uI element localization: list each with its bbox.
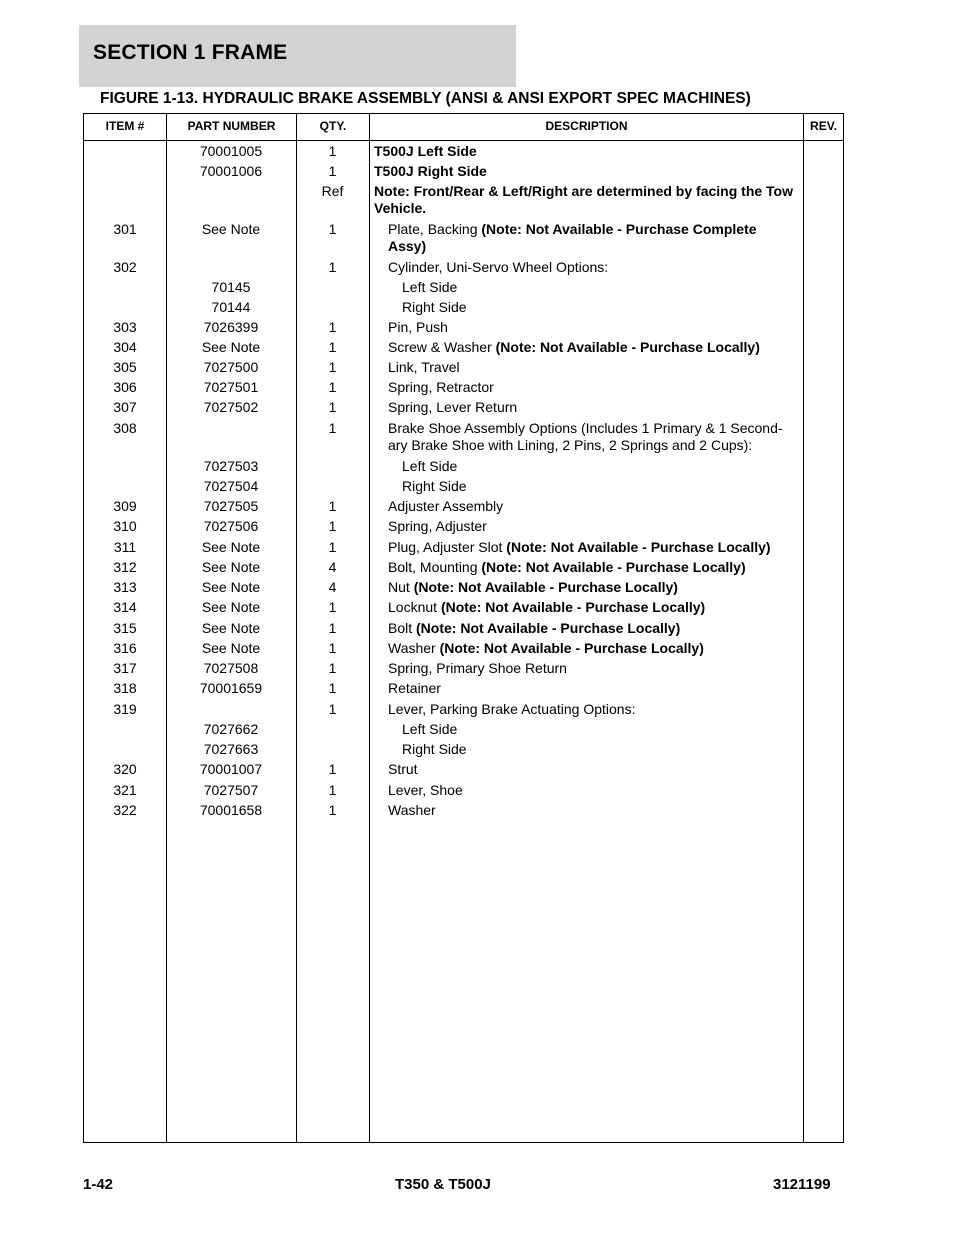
description (369, 259, 797, 276)
revision (797, 640, 843, 657)
revision (797, 518, 843, 535)
part-number: 7027663 (203, 741, 259, 757)
description-text: Spring, Primary Shoe Return (388, 660, 567, 676)
item-number (84, 458, 166, 475)
part-number: 7027507 (203, 782, 259, 798)
description (369, 163, 797, 180)
description (369, 802, 797, 819)
header-qty: QTY. (319, 119, 347, 133)
description-note: (Note: Not Available - Purchase Locally) (481, 559, 746, 575)
table-row (84, 802, 843, 819)
quantity: 1 (328, 761, 337, 777)
table-row (84, 379, 843, 396)
quantity: 1 (328, 539, 337, 555)
part-number: 70001007 (199, 761, 263, 777)
description-text: Lever, Shoe (388, 782, 463, 798)
item-number: 314 (113, 599, 137, 615)
description-text: Plate, Backing (388, 221, 482, 237)
item-number: 321 (113, 782, 137, 798)
item-number: 304 (113, 339, 137, 355)
revision (797, 701, 843, 718)
description-text: Pin, Push (388, 319, 448, 335)
quantity: Ref (321, 183, 344, 199)
quantity: 1 (328, 221, 337, 237)
quantity: 1 (328, 498, 337, 514)
description (369, 379, 797, 396)
description-text: Spring, Retractor (388, 379, 494, 395)
description-text: Left Side (402, 721, 458, 737)
item-number: 308 (113, 420, 137, 436)
quantity (296, 458, 369, 475)
table-row (84, 599, 843, 616)
part-number: 70001658 (199, 802, 263, 818)
item-number (84, 163, 166, 180)
part-number: 70001005 (199, 143, 263, 159)
description (369, 761, 797, 778)
description (369, 279, 797, 296)
description (369, 458, 797, 475)
quantity: 1 (328, 339, 337, 355)
part-number (166, 701, 296, 718)
part-number: 70001006 (199, 163, 263, 179)
table-row (84, 399, 843, 416)
quantity: 1 (328, 143, 337, 159)
item-number: 310 (113, 518, 137, 534)
document-number: 3121199 (773, 1176, 831, 1193)
description (369, 420, 797, 454)
description-text: Left Side (402, 279, 458, 295)
description (369, 620, 797, 637)
revision (797, 599, 843, 616)
revision (797, 782, 843, 799)
header-description: DESCRIPTION (545, 119, 628, 133)
description-text: Spring, Adjuster (388, 518, 487, 534)
description-text: Bolt (388, 620, 417, 636)
quantity: 1 (328, 620, 337, 636)
table-row (84, 420, 843, 454)
description (369, 299, 797, 316)
quantity (296, 478, 369, 495)
description-text: Bolt, Mounting (388, 559, 482, 575)
description (369, 579, 797, 596)
part-number: 70145 (211, 279, 251, 295)
quantity: 1 (328, 599, 337, 615)
table-row (84, 660, 843, 677)
table-row (84, 339, 843, 356)
revision (797, 721, 843, 738)
quantity: 1 (328, 399, 337, 415)
quantity (296, 299, 369, 316)
part-number (166, 183, 296, 217)
section-header (79, 25, 516, 87)
table-row (84, 640, 843, 657)
description-note: T500J Right Side (374, 163, 487, 179)
quantity: 1 (328, 319, 337, 335)
part-number: 7027662 (203, 721, 259, 737)
description-note: (Note: Not Available - Purchase Complete Assy) (388, 221, 757, 254)
item-number: 313 (113, 579, 137, 595)
part-number: See Note (201, 640, 261, 656)
description-note: (Note: Not Available - Purchase Locally) (416, 620, 681, 636)
revision (797, 498, 843, 515)
table-row (84, 183, 843, 217)
description-text: Washer (388, 640, 440, 656)
description-note: (Note: Not Available - Purchase Locally) (439, 640, 704, 656)
description-note: Note: Front/Rear & Left/Right are determined by facing the Tow Vehicle. (374, 183, 793, 216)
table-row (84, 741, 843, 758)
description (369, 183, 797, 217)
item-number (84, 183, 166, 217)
item-number: 315 (113, 620, 137, 636)
description (369, 498, 797, 515)
description-text: Plug, Adjuster Slot (388, 539, 507, 555)
description (369, 221, 797, 255)
item-number: 309 (113, 498, 137, 514)
header-divider (84, 140, 843, 141)
table-row (84, 620, 843, 637)
description-note: (Note: Not Available - Purchase Locally) (413, 579, 678, 595)
item-number: 311 (113, 539, 137, 555)
table-row (84, 458, 843, 475)
table-row (84, 721, 843, 738)
description-text: Adjuster Assembly (388, 498, 504, 514)
revision (797, 319, 843, 336)
description (369, 680, 797, 697)
part-number: 7027503 (203, 458, 259, 474)
item-number (84, 741, 166, 758)
description (369, 518, 797, 535)
quantity: 1 (328, 259, 337, 275)
part-number: 7027501 (203, 379, 259, 395)
revision (797, 620, 843, 637)
revision (797, 579, 843, 596)
header-item: ITEM # (105, 119, 145, 133)
revision (797, 559, 843, 576)
description (369, 701, 797, 718)
description-text: Retainer (388, 680, 441, 696)
part-number: 7027502 (203, 399, 259, 415)
description (369, 319, 797, 336)
table-row (84, 143, 843, 160)
quantity: 1 (328, 640, 337, 656)
table-row (84, 259, 843, 276)
model-name: T350 & T500J (395, 1176, 491, 1193)
revision (797, 741, 843, 758)
description-text: Left Side (402, 458, 458, 474)
part-number: 7027506 (203, 518, 259, 534)
description (369, 399, 797, 416)
table-row (84, 761, 843, 778)
description (369, 640, 797, 657)
item-number (84, 478, 166, 495)
description (369, 782, 797, 799)
table-row (84, 701, 843, 718)
revision (797, 458, 843, 475)
revision (797, 660, 843, 677)
revision (797, 221, 843, 255)
description-text: Strut (388, 761, 418, 777)
quantity: 1 (328, 163, 337, 179)
part-number: See Note (201, 620, 261, 636)
item-number: 302 (113, 259, 137, 275)
description-note: (Note: Not Available - Purchase Locally) (506, 539, 771, 555)
item-number (84, 299, 166, 316)
revision (797, 399, 843, 416)
quantity (296, 721, 369, 738)
parts-table (83, 113, 844, 1143)
table-row (84, 579, 843, 596)
section-title: SECTION 1 FRAME (93, 41, 288, 64)
part-number: See Note (201, 599, 261, 615)
part-number (166, 259, 296, 276)
table-row (84, 279, 843, 296)
description (369, 660, 797, 677)
description-text: Screw & Washer (388, 339, 496, 355)
quantity: 1 (328, 680, 337, 696)
item-number: 312 (113, 559, 137, 575)
description-text: Nut (388, 579, 414, 595)
description-text: Link, Travel (388, 359, 460, 375)
table-row (84, 518, 843, 535)
part-number (166, 420, 296, 454)
revision (797, 802, 843, 819)
part-number: See Note (201, 539, 261, 555)
revision (797, 259, 843, 276)
part-number: 7027500 (203, 359, 259, 375)
revision (797, 163, 843, 180)
item-number: 306 (113, 379, 137, 395)
quantity: 4 (328, 579, 337, 595)
revision (797, 183, 843, 217)
table-row (84, 478, 843, 495)
item-number (84, 143, 166, 160)
table-row (84, 539, 843, 556)
quantity: 1 (328, 660, 337, 676)
table-row (84, 782, 843, 799)
table-row (84, 559, 843, 576)
part-number: 7027505 (203, 498, 259, 514)
revision (797, 761, 843, 778)
item-number (84, 721, 166, 738)
part-number: See Note (201, 559, 261, 575)
quantity: 1 (328, 518, 337, 534)
part-number: See Note (201, 579, 261, 595)
item-number: 319 (113, 701, 137, 717)
table-row (84, 498, 843, 515)
quantity: 4 (328, 559, 337, 575)
part-number: 70144 (211, 299, 251, 315)
description-text: Right Side (402, 478, 467, 494)
table-row (84, 299, 843, 316)
description (369, 539, 797, 556)
figure-title: FIGURE 1-13. HYDRAULIC BRAKE ASSEMBLY (ANSI & ANSI EXPORT SPEC MACHINES) (100, 90, 751, 107)
quantity: 1 (328, 802, 337, 818)
part-number: 70001659 (199, 680, 263, 696)
description (369, 143, 797, 160)
quantity: 1 (328, 782, 337, 798)
quantity: 1 (328, 701, 337, 717)
description (369, 478, 797, 495)
revision (797, 279, 843, 296)
part-number: See Note (201, 221, 261, 237)
table-row (84, 163, 843, 180)
description (369, 741, 797, 758)
revision (797, 339, 843, 356)
item-number: 305 (113, 359, 137, 375)
part-number: 7027508 (203, 660, 259, 676)
quantity (296, 741, 369, 758)
header-part-number: PART NUMBER (187, 119, 276, 133)
description-text: Locknut (388, 599, 441, 615)
description (369, 339, 797, 356)
item-number: 301 (113, 221, 137, 237)
quantity: 1 (328, 359, 337, 375)
description (369, 599, 797, 616)
table-row (84, 359, 843, 376)
item-number: 322 (113, 802, 137, 818)
table-row (84, 319, 843, 336)
revision (797, 680, 843, 697)
item-number: 320 (113, 761, 137, 777)
table-row (84, 680, 843, 697)
item-number: 318 (113, 680, 137, 696)
description-text: Cylinder, Uni-Servo Wheel Options: (388, 259, 609, 275)
revision (797, 359, 843, 376)
description-text: Right Side (402, 741, 467, 757)
description (369, 559, 797, 576)
description-text: Right Side (402, 299, 467, 315)
part-number: 7026399 (203, 319, 259, 335)
item-number: 307 (113, 399, 137, 415)
description-text: Spring, Lever Return (388, 399, 518, 415)
revision (797, 478, 843, 495)
description-note: (Note: Not Available - Purchase Locally) (440, 599, 706, 615)
quantity: 1 (328, 379, 337, 395)
item-number: 317 (113, 660, 137, 676)
description (369, 721, 797, 738)
part-number: See Note (201, 339, 261, 355)
revision (797, 143, 843, 160)
description-text: Brake Shoe Assembly Options (Includes 1 Primary & 1 Second-ary Brake Shoe with Lining, 2 Pins, 2 Springs and 2 Cups): (388, 420, 783, 453)
header-rev: REV. (810, 119, 837, 133)
item-number: 316 (113, 640, 137, 656)
part-number: 7027504 (203, 478, 259, 494)
quantity: 1 (328, 420, 337, 436)
revision (797, 299, 843, 316)
revision (797, 379, 843, 396)
page-number: 1-42 (83, 1176, 114, 1193)
item-number: 303 (113, 319, 137, 335)
quantity (296, 279, 369, 296)
item-number (84, 279, 166, 296)
description (369, 359, 797, 376)
revision (797, 539, 843, 556)
description-text: Lever, Parking Brake Actuating Options: (388, 701, 636, 717)
description-note: (Note: Not Available - Purchase Locally) (495, 339, 760, 355)
table-row (84, 221, 843, 255)
description-text: Washer (388, 802, 436, 818)
description-note: T500J Left Side (374, 143, 477, 159)
revision (797, 420, 843, 454)
